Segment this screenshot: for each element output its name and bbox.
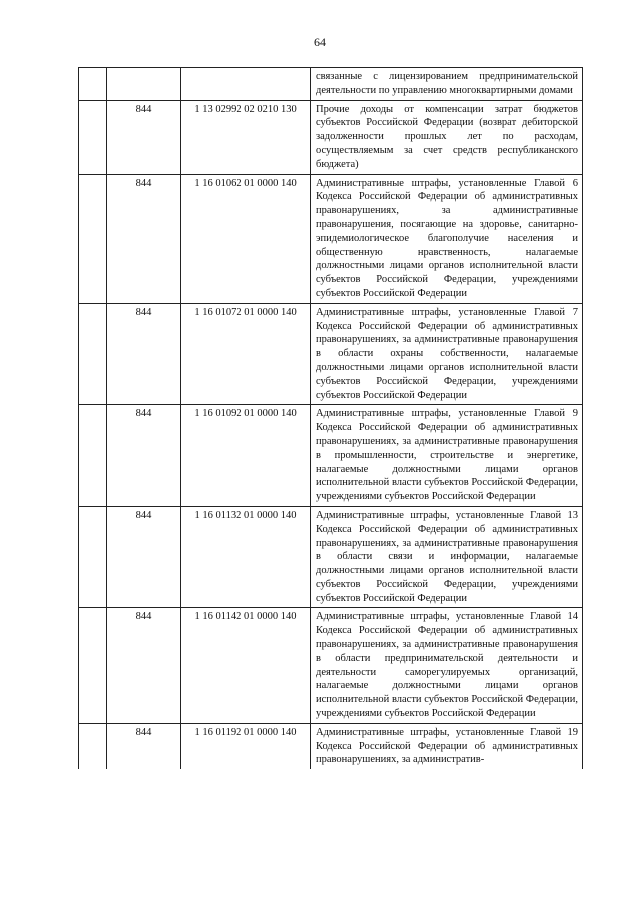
revenue-name-cell: Административные штрафы, установленные Главой 6 Кодекса Российской Федерации об административных правонарушениях, за административные правонарушения, посягающие на здоровье, санитарно-эпидемиологическое благополучие населения и общественную нравственность, налагаемые должностными лицами органов исполнительной власти субъектов Российской Федерации, учреждениями субъектов Российской Федерации [311, 174, 583, 303]
administrator-code-cell: 844 [107, 303, 181, 405]
revenue-name-cell: связанные с лицензированием предпринимательской деятельности по управлению многоквартирными домами [311, 68, 583, 101]
table-row [79, 303, 583, 405]
row-blank-cell [79, 174, 107, 303]
table-row [79, 723, 583, 769]
administrator-code-cell: 844 [107, 723, 181, 769]
row-blank-cell [79, 303, 107, 405]
administrator-code-cell: 844 [107, 405, 181, 507]
row-blank-cell [79, 405, 107, 507]
table-row [79, 100, 583, 174]
budget-classification-code-cell: 1 16 01092 01 0000 140 [181, 405, 311, 507]
row-blank-cell [79, 608, 107, 723]
row-blank-cell [79, 68, 107, 101]
administrator-code-cell: 844 [107, 174, 181, 303]
page-number: 64 [314, 35, 326, 49]
revenue-name-cell: Административные штрафы, установленные Главой 14 Кодекса Российской Федерации об административных правонарушениях, за административные правонарушения в области предпринимательской деятельности и деятельности саморегулируемых организаций, налагаемые должностными лицами органов исполнительной власти субъектов Российской Федерации, учреждениями субъектов Российской Федерации [311, 608, 583, 723]
row-blank-cell [79, 506, 107, 608]
revenue-name-cell: Административные штрафы, установленные Главой 13 Кодекса Российской Федерации об административных правонарушениях, за административные правонарушения в области связи и информации, налагаемые должностными лицами органов исполнительной власти субъектов Российской Федерации, учреждениями субъектов Российской Федерации [311, 506, 583, 608]
budget-classification-code-cell: 1 16 01062 01 0000 140 [181, 174, 311, 303]
revenue-name-cell: Административные штрафы, установленные Главой 9 Кодекса Российской Федерации об административных правонарушениях, за административные правонарушения в промышленности, строительстве и энергетике, налагаемые должностными лицами органов исполнительной власти субъектов Российской Федерации, учреждениями субъектов Российской Федерации [311, 405, 583, 507]
budget-classification-code-cell [181, 68, 311, 101]
row-blank-cell [79, 723, 107, 769]
budget-classification-code-cell: 1 16 01142 01 0000 140 [181, 608, 311, 723]
revenue-name-cell: Административные штрафы, установленные Главой 19 Кодекса Российской Федерации об административных правонарушениях, за административ- [311, 723, 583, 769]
administrator-code-cell [107, 68, 181, 101]
administrator-code-cell: 844 [107, 506, 181, 608]
table-row [79, 608, 583, 723]
table-row [79, 68, 583, 101]
revenue-name-cell: Прочие доходы от компенсации затрат бюджетов субъектов Российской Федерации (возврат дебиторской задолженности прошлых лет по расходам, осуществляемым за счет средств республиканского бюджета) [311, 100, 583, 174]
administrator-code-cell: 844 [107, 608, 181, 723]
administrator-code-cell: 844 [107, 100, 181, 174]
budget-classification-code-cell: 1 13 02992 02 0210 130 [181, 100, 311, 174]
budget-classification-code-cell: 1 16 01072 01 0000 140 [181, 303, 311, 405]
budget-classification-code-cell: 1 16 01192 01 0000 140 [181, 723, 311, 769]
revenue-name-cell: Административные штрафы, установленные Главой 7 Кодекса Российской Федерации об административных правонарушениях, за административные правонарушения в области охраны собственности, налагаемые должностными лицами органов исполнительной власти субъектов Российской Федерации, учреждениями субъектов Российской Федерации [311, 303, 583, 405]
table-row [79, 405, 583, 507]
budget-classification-code-cell: 1 16 01132 01 0000 140 [181, 506, 311, 608]
revenue-code-table [78, 67, 583, 769]
table-row [79, 174, 583, 303]
table-row [79, 506, 583, 608]
row-blank-cell [79, 100, 107, 174]
